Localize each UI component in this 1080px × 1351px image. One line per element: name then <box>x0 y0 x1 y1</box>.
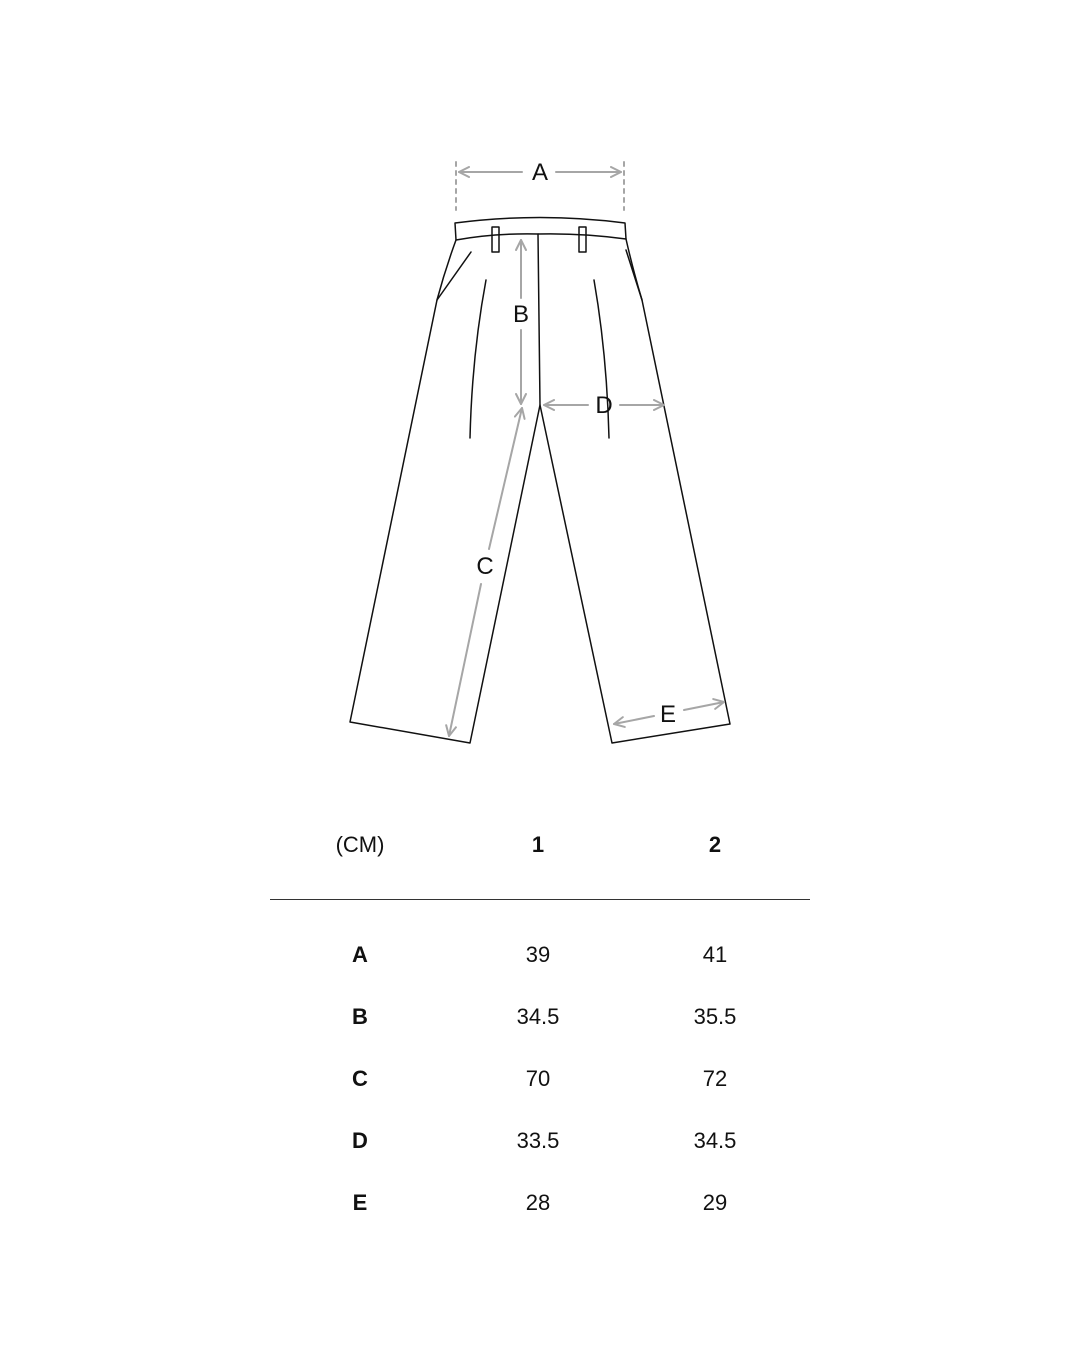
unit-label: (CM) <box>335 832 385 857</box>
row-value-size-1: 70 <box>525 1066 551 1091</box>
table-row <box>270 1111 810 1173</box>
row-label: E <box>352 1190 368 1215</box>
table-row <box>270 925 810 987</box>
row-value-size-2: 29 <box>702 1190 728 1215</box>
table-row <box>270 1049 810 1111</box>
size-table-header <box>270 815 810 875</box>
size-header-1: 1 <box>531 832 545 857</box>
table-row <box>270 1173 810 1235</box>
row-value-size-1: 39 <box>525 942 551 967</box>
row-value-size-2: 34.5 <box>693 1128 737 1153</box>
row-label: C <box>352 1066 368 1091</box>
table-row <box>270 987 810 1049</box>
pocket-left <box>437 252 471 300</box>
row-value-size-1: 28 <box>525 1190 551 1215</box>
center-seam <box>538 234 540 405</box>
dim-label-a: A <box>531 159 549 186</box>
pleat-left <box>470 280 486 438</box>
dim-c-arrow-top <box>489 408 522 549</box>
dim-label-d: D <box>595 392 613 419</box>
dim-e-arrow-left <box>614 716 654 724</box>
belt-loop-left <box>492 227 499 252</box>
row-label: A <box>352 942 368 967</box>
dim-label-c: C <box>476 553 494 580</box>
dim-label-e: E <box>659 701 677 728</box>
row-value-size-2: 41 <box>702 942 728 967</box>
dim-label-b: B <box>512 301 530 328</box>
size-header-2: 2 <box>708 832 722 857</box>
row-value-size-1: 34.5 <box>516 1004 560 1029</box>
trousers-outline <box>350 218 730 744</box>
size-table <box>270 815 810 1215</box>
pocket-right <box>626 250 642 300</box>
size-table-body <box>270 925 810 1235</box>
row-label: D <box>352 1128 368 1153</box>
row-value-size-1: 33.5 <box>516 1128 560 1153</box>
row-value-size-2: 72 <box>702 1066 728 1091</box>
header-divider <box>270 899 810 900</box>
trousers-body <box>350 239 730 743</box>
row-value-size-2: 35.5 <box>693 1004 737 1029</box>
belt-loop-right <box>579 227 586 252</box>
dimension-labels <box>476 159 676 728</box>
row-label: B <box>352 1004 368 1029</box>
waistband <box>455 218 626 241</box>
dim-e-arrow-right <box>684 702 724 710</box>
